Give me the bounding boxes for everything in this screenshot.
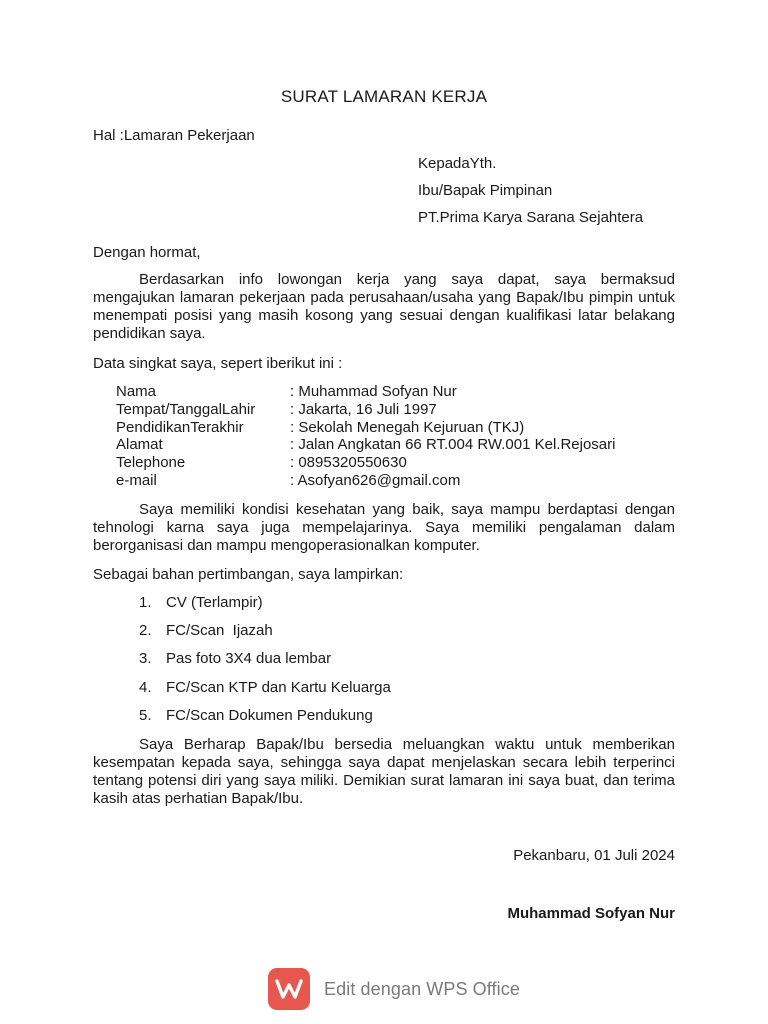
list-item [139, 707, 391, 735]
data-row [116, 436, 615, 454]
data-value: : Muhammad Sofyan Nur [290, 383, 457, 400]
data-label: Nama [116, 383, 157, 400]
list-text: FC/Scan Ijazah [166, 622, 273, 640]
wps-edit-label[interactable]: Edit dengan WPS Office [324, 979, 520, 999]
data-value: : Sekolah Menegah Kejuruan (TKJ) [290, 418, 525, 436]
skills-paragraph: Saya memiliki kondisi kesehatan yang baik, saya mampu berdaptasi dengan tehnologi karna saya juga mempelajarinya. Saya memiliki pengalaman dalam berorganisasi dan mampu mengoperasionalkan komputer. [93, 501, 675, 554]
data-value: : Jalan Angkatan 66 RT.004 RW.001 Kel.Rejosari [290, 436, 616, 454]
list-text: Pas foto 3X4 dua lembar [166, 650, 332, 668]
letter-subject: Hal :Lamaran Pekerjaan [93, 127, 255, 144]
list-text: FC/Scan KTP dan Kartu Keluarga [166, 678, 391, 696]
opening-paragraph: Berdasarkan info lowongan kerja yang saya dapat, saya bermaksud mengajukan lamaran pekerjaan pada perusahaan/usaha yang Bapak/Ibu pimpin untuk menempati posisi yang masih kosong yang sesuai dengan kualifikasi latar belakang pendidikan saya. [93, 271, 675, 342]
data-value: : 0895320550630 [290, 454, 407, 472]
data-value: : Asofyan626@gmail.com [290, 471, 461, 489]
greeting: Dengan hormat, [93, 244, 201, 261]
recipient-line: Ibu/Bapak Pimpinan [418, 182, 553, 199]
recipient-line: KepadaYth. [418, 155, 497, 172]
list-item [139, 650, 391, 678]
letter-title: SURAT LAMARAN KERJA [280, 87, 488, 106]
list-text: CV (Terlampir) [166, 594, 263, 611]
signer-name: Muhammad Sofyan Nur [507, 905, 675, 922]
data-label: PendidikanTerakhir [116, 418, 244, 436]
personal-data-table [116, 383, 615, 490]
data-label: Telephone [116, 454, 186, 472]
wps-edit-banner[interactable] [268, 968, 520, 1010]
list-number: 3. [139, 650, 152, 668]
attachments-list [139, 594, 391, 735]
list-number: 4. [139, 678, 152, 696]
list-number: 1. [139, 594, 152, 611]
data-label: Alamat [116, 436, 163, 454]
recipient-line: PT.Prima Karya Sarana Sejahtera [418, 209, 644, 226]
data-row [116, 383, 615, 401]
data-row [116, 401, 615, 419]
list-number: 2. [139, 622, 152, 640]
wps-office-logo-icon [268, 968, 310, 1010]
data-value: : Jakarta, 16 Juli 1997 [290, 400, 437, 418]
list-number: 5. [139, 706, 152, 724]
attachments-intro: Sebagai bahan pertimbangan, saya lampirkan: [93, 566, 404, 583]
list-item [139, 594, 391, 622]
data-row [116, 472, 615, 490]
data-row [116, 454, 615, 472]
personal-data-intro: Data singkat saya, sepert iberikut ini : [93, 355, 343, 372]
data-label: e-mail [116, 471, 157, 489]
place-date: Pekanbaru, 01 Juli 2024 [513, 847, 675, 864]
data-label: Tempat/TanggalLahir [116, 400, 256, 418]
closing-paragraph: Saya Berharap Bapak/Ibu bersedia meluangkan waktu untuk memberikan kesempatan kepada saya, sehingga saya dapat menjelaskan secara lebih terperinci tentang potensi diri yang saya miliki. Demikian surat lamaran ini saya buat, dan terima kasih atas perhatian Bapak/Ibu. [93, 736, 675, 807]
data-row [116, 419, 615, 437]
list-item [139, 679, 391, 707]
list-text: FC/Scan Dokumen Pendukung [166, 706, 373, 724]
recipient-block [418, 155, 643, 236]
list-item [139, 622, 391, 650]
